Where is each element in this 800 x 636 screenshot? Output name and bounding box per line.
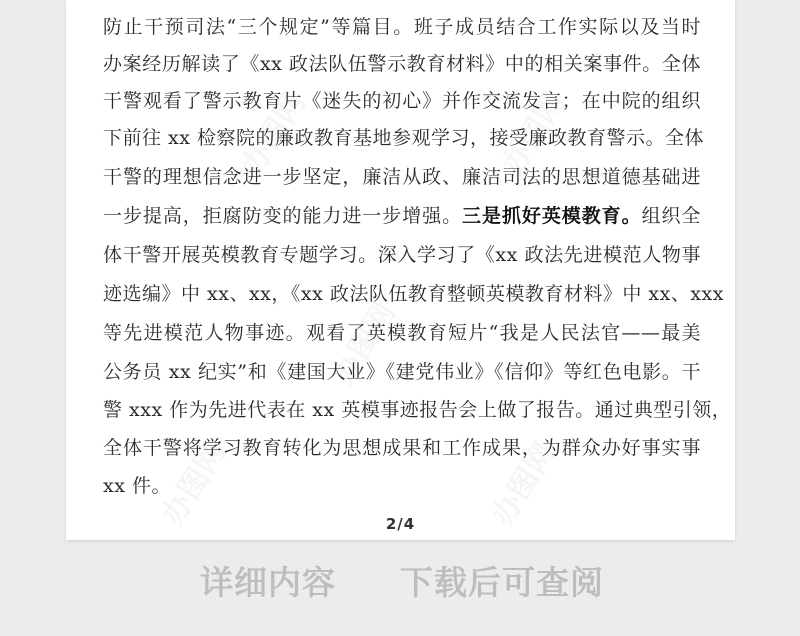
text-line: 防止干预司法“三个规定”等篇目。班子成员结合工作实际以及当时 (103, 16, 701, 38)
text-line: 迹选编》中 xx、xx，《xx 政法队伍教育整顿英模教育材料》中 xx、xxx (103, 283, 724, 305)
text-line: 一步提高，拒腐防变的能力进一步增强。三是抓好英模教育。组织全 (103, 205, 701, 227)
page-number: 2/4 (385, 515, 416, 533)
text-line: 等先进模范人物事迹。观看了英模教育短片“我是人民法官——最美 (103, 322, 701, 344)
watermark: 办图网 (495, 86, 573, 182)
text-line: 干警观看了警示教育片《迷失的初心》并作交流发言；在中院的组织 (103, 90, 701, 112)
watermark: 办图网 (325, 296, 403, 392)
text-line: 全体干警将学习教育转化为思想成果和工作成果，为群众办好事实事 (103, 437, 701, 459)
document-page (66, 0, 735, 540)
watermark: 办图网 (235, 86, 313, 182)
watermark: 办图网 (155, 436, 233, 532)
footer-banner (0, 560, 800, 608)
text-line: 干警的理想信念进一步坚定，廉洁从政、廉洁司法的思想道德基础进 (103, 166, 701, 188)
text-line: 办案经历解读了《xx 政法队伍警示教育材料》中的相关案事件。全体 (103, 53, 701, 75)
details-label: 详细内容 (200, 563, 336, 602)
download-hint-label: 下载后可查阅 (400, 563, 604, 602)
text-line: 下前往 xx 检察院的廉政教育基地参观学习，接受廉政教育警示。全体 (103, 127, 705, 149)
text-line: 体干警开展英模教育专题学习。深入学习了《xx 政法先进模范人物事 (103, 244, 701, 266)
text-line: 警 xxx 作为先进代表在 xx 英模事迹报告会上做了报告。通过典型引领， (103, 399, 732, 421)
section-heading: 三是抓好英模教育。 (462, 205, 642, 227)
text-line: 公务员 xx 纪实”和《建国大业》《建党伟业》《信仰》等红色电影。干 (103, 361, 701, 383)
text-line: xx 件。 (103, 475, 171, 497)
watermark: 办图网 (485, 436, 563, 532)
